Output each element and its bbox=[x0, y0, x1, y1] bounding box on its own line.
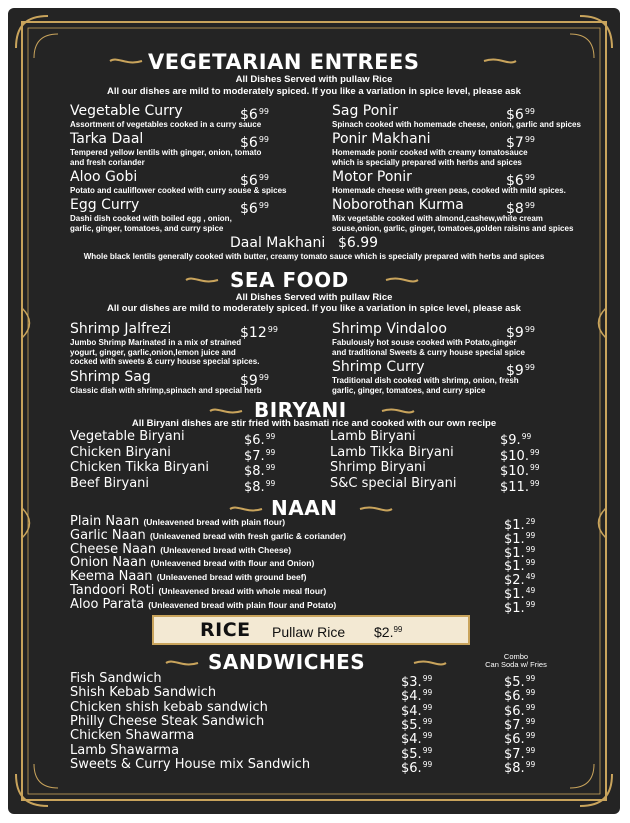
item-name: Plain Naan bbox=[70, 514, 140, 529]
item-name: Tarka Daal bbox=[70, 131, 144, 147]
price-cents: 99 bbox=[524, 135, 536, 144]
item-name: Keema Naan bbox=[70, 569, 153, 585]
price-dollars: $7. bbox=[504, 717, 525, 733]
item-description: and fresh coriander bbox=[70, 157, 145, 167]
price-dollars: $12 bbox=[240, 325, 267, 341]
rice-price: $2.99 bbox=[374, 624, 403, 640]
price-cents: 99 bbox=[422, 759, 433, 769]
item-name: Aloo Gobi bbox=[70, 169, 138, 185]
price-cents: 99 bbox=[529, 463, 540, 472]
price-cents: 99 bbox=[525, 558, 536, 568]
price-dollars: $1. bbox=[504, 559, 525, 575]
price-cents: 99 bbox=[529, 447, 540, 457]
price-dollars: $5. bbox=[401, 717, 422, 733]
item-name: Shrimp Jalfrezi bbox=[70, 321, 172, 337]
price-dollars: $2. bbox=[504, 573, 525, 589]
price-dollars: $6 bbox=[506, 107, 524, 123]
item-description: garlic, ginger, tomatoes, and curry spice bbox=[70, 223, 224, 233]
item-description: and traditional Sweets & curry house special spice bbox=[332, 347, 525, 357]
price-dollars: $1. bbox=[504, 531, 525, 547]
price-cents: 99 bbox=[267, 325, 278, 334]
price-dollars: $9 bbox=[240, 373, 258, 389]
price-dollars: $10. bbox=[500, 464, 529, 479]
price-cents: 99 bbox=[524, 201, 536, 210]
price-cents: 99 bbox=[524, 173, 536, 182]
item-name: Ponir Makhani bbox=[332, 131, 431, 147]
item-name: Shrimp Biryani bbox=[330, 460, 426, 475]
price-cents: 99 bbox=[525, 731, 536, 741]
item-note: (Unleavened bread with whole meal flour) bbox=[158, 586, 327, 596]
price-cents: 99 bbox=[422, 688, 433, 698]
price-cents: 99 bbox=[524, 107, 536, 116]
price-cents: 99 bbox=[525, 688, 536, 698]
item-price bbox=[504, 597, 535, 616]
item-description: garlic, ginger, tomatoes, and curry spice bbox=[332, 385, 486, 395]
item-description: which is specially prepared with herbs and spices bbox=[332, 157, 522, 167]
price-dollars: $1. bbox=[504, 545, 525, 561]
item-description: Mix vegetable cooked with almond,cashew,white cream bbox=[332, 214, 543, 223]
biryani-subtitle: All Biryani dishes are stir fried with basmati rice and cooked with our own recipe bbox=[131, 418, 497, 429]
price-dollars: $7 bbox=[506, 135, 524, 151]
item-description: yogurt, ginger, garlic,onion,lemon juice and bbox=[70, 347, 236, 357]
price-cents: 99 bbox=[524, 325, 536, 334]
flourish-icon bbox=[412, 658, 448, 668]
item-name: Chicken Biryani bbox=[70, 444, 171, 460]
item-note: (Unleavened bread with fresh garlic & coriander) bbox=[149, 530, 346, 541]
price-cents: 99 bbox=[422, 674, 433, 683]
item-note: (Unleavened bread with Cheese) bbox=[160, 544, 292, 555]
item-name: Noborothan Kurma bbox=[332, 197, 464, 213]
price-cents: 99 bbox=[258, 201, 270, 210]
item-price bbox=[504, 757, 535, 776]
flourish-icon bbox=[228, 504, 264, 514]
flourish-icon bbox=[384, 275, 420, 285]
item-name: Shrimp Vindaloo bbox=[332, 321, 447, 337]
price-dollars: $1. bbox=[504, 600, 525, 616]
item-name: Chicken Tikka Biryani bbox=[70, 460, 209, 475]
price-dollars: $10. bbox=[500, 448, 529, 464]
price-cents: 99 bbox=[422, 702, 433, 712]
price-cents: 99 bbox=[529, 478, 540, 488]
item-description: souse,onion, garlic, ginger, tomatoes,golden raisins and spices bbox=[332, 223, 574, 233]
price-cents: 99 bbox=[521, 432, 532, 441]
item-description: Tempered yellow lentils with ginger, onion, tomato bbox=[70, 148, 262, 157]
flourish-icon bbox=[108, 56, 144, 66]
item-name: Lamb Tikka Biryani bbox=[330, 444, 454, 460]
price-dollars: $7. bbox=[504, 746, 525, 762]
price-dollars: $4. bbox=[401, 703, 422, 719]
price-cents: 29 bbox=[525, 517, 536, 526]
item-note: (Unleavened bread with plain flour and Potato) bbox=[148, 599, 337, 610]
sandwiches-title: SANDWICHES bbox=[208, 650, 366, 674]
item-name: Sweets & Curry House mix Sandwich bbox=[70, 756, 311, 772]
item-name: Chicken Shawarma bbox=[70, 728, 195, 744]
price-dollars: $5. bbox=[504, 675, 525, 690]
item-name: Philly Cheese Steak Sandwich bbox=[70, 713, 265, 729]
price-dollars: $6. bbox=[244, 433, 265, 448]
biryani-title: BIRYANI bbox=[254, 398, 347, 422]
price-cents: 99 bbox=[525, 716, 536, 726]
price-cents: 99 bbox=[525, 702, 536, 712]
item-description: Homemade ponir cooked with creamy tomatosauce bbox=[332, 148, 528, 157]
price-cents: 99 bbox=[525, 745, 536, 755]
item-description: Classic dish with shrimp,spinach and special herb bbox=[70, 386, 262, 395]
item-name: Aloo Parata bbox=[70, 596, 145, 612]
item-name: Chicken shish kebab sandwich bbox=[70, 699, 268, 715]
price-dollars: $5. bbox=[401, 746, 422, 762]
price-dollars: $6. bbox=[504, 703, 525, 719]
item-name: Tandoori Roti bbox=[70, 583, 155, 598]
flourish-icon bbox=[184, 275, 220, 285]
price-dollars: $6. bbox=[401, 760, 422, 776]
price-dollars: $3. bbox=[401, 675, 422, 690]
price-dollars: $4. bbox=[401, 732, 422, 748]
item-name: Vegetable Curry bbox=[70, 103, 183, 119]
combo-header-2: Can Soda w/ Fries bbox=[485, 660, 547, 669]
item-name: Onion Naan bbox=[70, 555, 147, 571]
item-name: Cheese Naan bbox=[70, 541, 157, 557]
seafood-subtitle-1: All Dishes Served with pullaw Rice bbox=[235, 292, 393, 303]
list-item bbox=[70, 597, 336, 613]
item-description: Assortment of vegetables cooked in a curry sauce bbox=[70, 120, 262, 129]
price-dollars: $11. bbox=[500, 479, 529, 495]
price-cents: 99 bbox=[265, 432, 276, 441]
price-cents: 99 bbox=[422, 716, 433, 726]
flourish-icon bbox=[380, 406, 416, 416]
item-price bbox=[240, 322, 278, 341]
item-description: cocked with sweets & curry house special spices. bbox=[70, 357, 260, 366]
price-dollars: $6. bbox=[504, 732, 525, 748]
rice-title: RICE bbox=[200, 619, 251, 641]
item-name: Beef Biryani bbox=[70, 475, 150, 491]
item-name: Vegetable Biryani bbox=[70, 429, 185, 444]
price-cents: 99 bbox=[422, 731, 433, 741]
price-dollars: $8. bbox=[244, 464, 265, 479]
price-cents: 99 bbox=[265, 463, 276, 472]
item-name: S&C special Biryani bbox=[330, 475, 457, 491]
price-dollars: $8 bbox=[506, 201, 524, 217]
item-name: Shish Kebab Sandwich bbox=[70, 685, 217, 701]
price-cents: 99 bbox=[258, 373, 270, 382]
item-description: Fabulously hot souse cooked with Potato,ginger bbox=[332, 338, 517, 347]
price-dollars: $6 bbox=[240, 107, 258, 123]
item-description: Whole black lentils generally cooked with butter, creamy tomato sauce which is specially prepared with herbs and spices bbox=[83, 252, 545, 261]
price-dollars: $7. bbox=[244, 448, 265, 464]
price-dollars: $1. bbox=[504, 518, 525, 533]
item-name: Lamb Shawarma bbox=[70, 742, 180, 758]
seafood-title: SEA FOOD bbox=[230, 268, 349, 292]
item-name: Lamb Biryani bbox=[330, 429, 416, 444]
price-dollars: $6 bbox=[240, 135, 258, 151]
price-cents: 99 bbox=[258, 135, 270, 144]
price-cents: 99 bbox=[258, 173, 270, 182]
item-note: (Unleavened bread with plain flour) bbox=[143, 517, 286, 527]
price-dollars: $4. bbox=[401, 689, 422, 705]
item-name: Fish Sandwich bbox=[70, 671, 162, 686]
seafood-subtitle-2: All our dishes are mild to moderately spiced. If you like a variation in spice level, please ask bbox=[107, 303, 521, 314]
price-cents: 99 bbox=[265, 447, 276, 457]
price-cents: 99 bbox=[525, 544, 536, 554]
price-cents: 99 bbox=[525, 759, 536, 769]
item-price bbox=[244, 476, 275, 495]
price-cents: 49 bbox=[525, 572, 536, 582]
price-dollars: $6 bbox=[240, 201, 258, 217]
item-description: Traditional dish cooked with shrimp, onion, fresh bbox=[332, 376, 519, 385]
price-dollars: $6. bbox=[504, 689, 525, 705]
veg-title: VEGETARIAN ENTREES bbox=[148, 50, 420, 74]
naan-title: NAAN bbox=[271, 496, 338, 520]
item-note: (Unleavened bread with ground beef) bbox=[156, 572, 307, 583]
price-cents: 99 bbox=[422, 745, 433, 755]
item-name: Garlic Naan bbox=[70, 527, 146, 543]
price-cents: 99 bbox=[265, 478, 276, 488]
item-name: Shrimp Sag bbox=[70, 369, 151, 385]
item-description: Spinach cooked with homemade cheese, onion, garlic and spices bbox=[332, 120, 581, 129]
flourish-icon bbox=[164, 658, 200, 668]
price-dollars: $8. bbox=[244, 479, 265, 495]
price-dollars: $9. bbox=[500, 433, 521, 448]
flourish-icon bbox=[208, 406, 244, 416]
item-price bbox=[500, 476, 540, 495]
flourish-icon bbox=[482, 56, 518, 66]
item-name: Egg Curry bbox=[70, 197, 140, 213]
price-cents: 99 bbox=[525, 674, 536, 683]
item-name: Shrimp Curry bbox=[332, 359, 425, 375]
veg-subtitle-2: All our dishes are mild to moderately spiced. If you like a variation in spice level, please ask bbox=[107, 86, 521, 97]
price-cents: 99 bbox=[524, 363, 536, 372]
item-name: Daal Makhani bbox=[230, 235, 326, 251]
price-cents: 99 bbox=[525, 530, 536, 540]
price-dollars: $9 bbox=[506, 325, 524, 341]
item-note: (Unleavened bread with flour and Onion) bbox=[150, 558, 315, 569]
item-description: Dashi dish cooked with boiled egg , onion, bbox=[70, 214, 232, 223]
price-dollars: $8. bbox=[504, 760, 525, 776]
item-name: Sag Ponir bbox=[332, 103, 398, 119]
price-dollars: $1. bbox=[504, 587, 525, 602]
item-description: Jumbo Shrimp Marinated in a mix of strained bbox=[70, 338, 242, 347]
item-description: Homemade cheese with green peas, cooked with mild spices. bbox=[332, 186, 566, 195]
price-cents: 99 bbox=[258, 107, 270, 116]
item-description: Potato and cauliflower cooked with curry souse & spices bbox=[70, 186, 287, 195]
price-dollars: $6 bbox=[240, 173, 258, 189]
item-price bbox=[240, 198, 269, 217]
menu-board bbox=[8, 8, 620, 814]
item-price bbox=[401, 757, 432, 776]
price-cents: 99 bbox=[525, 599, 536, 609]
rice-banner bbox=[152, 615, 470, 645]
combo-header-1: Combo bbox=[503, 652, 529, 661]
price-dollars: $9 bbox=[506, 363, 524, 379]
price-dollars: $6 bbox=[506, 173, 524, 189]
flourish-icon bbox=[358, 504, 394, 514]
item-name: Motor Ponir bbox=[332, 169, 412, 185]
price-cents: 49 bbox=[525, 586, 536, 595]
item-price: $6.99 bbox=[338, 235, 379, 251]
veg-subtitle-1: All Dishes Served with pullaw Rice bbox=[235, 74, 393, 85]
rice-item: Pullaw Rice bbox=[272, 624, 346, 640]
